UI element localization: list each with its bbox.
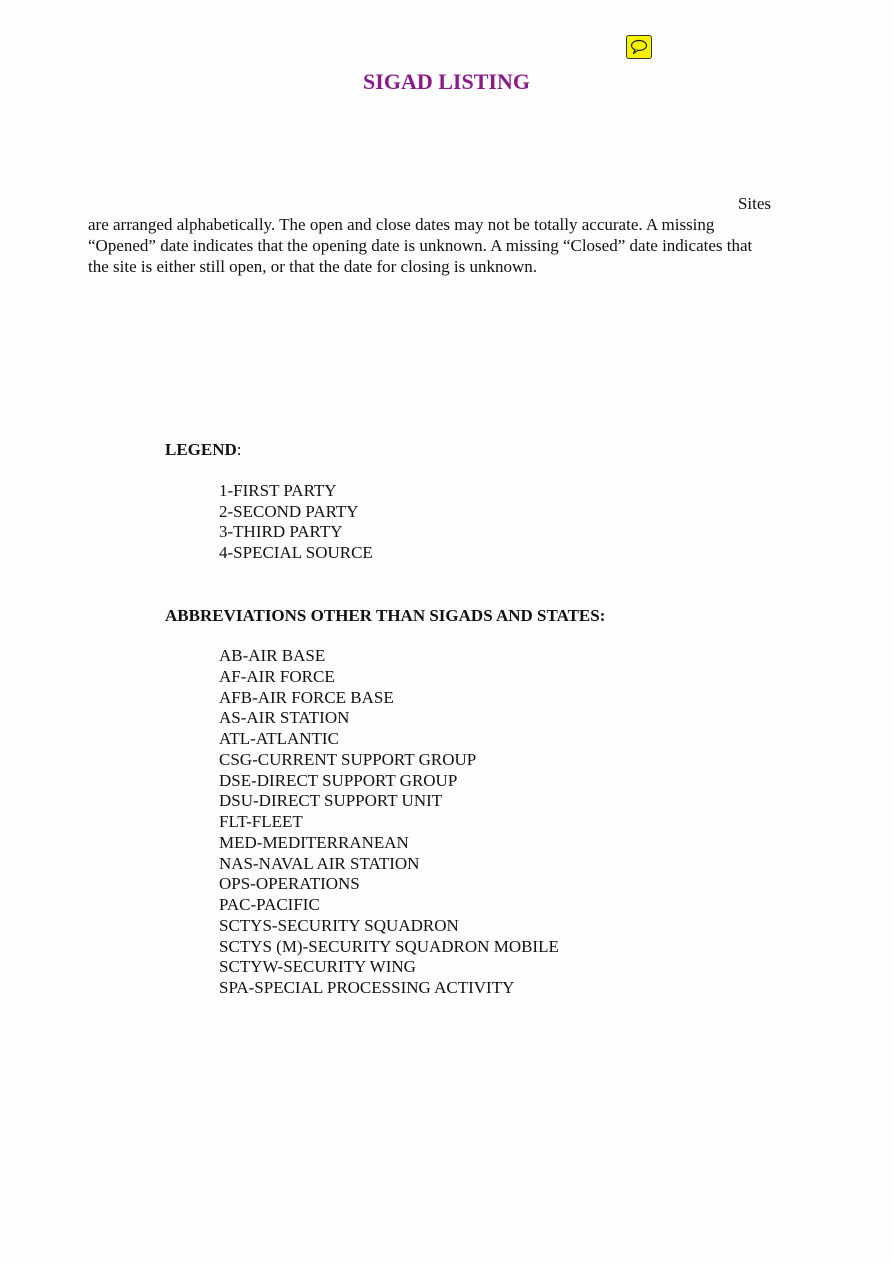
abbreviation-item: DSE-DIRECT SUPPORT GROUP — [219, 770, 458, 790]
comment-icon[interactable] — [626, 35, 652, 59]
abbreviation-item: AB-AIR BASE — [219, 646, 326, 665]
abbreviation-item: AF-AIR FORCE — [219, 666, 335, 686]
intro-text: are arranged alphabetically. The open and close dates may not be totally accurate. A missing “Opened” date indicates that the opening date is unknown. A missing “Closed” date indicates that the site is either still open, or that the date for closing is unknown. — [88, 215, 753, 276]
legend-item: 2-SECOND PARTY — [219, 501, 359, 521]
abbreviation-item: AS-AIR STATION — [219, 708, 350, 728]
abbreviation-item: NAS-NAVAL AIR STATION — [219, 853, 420, 873]
page-title: SIGAD LISTING — [363, 69, 530, 94]
abbreviation-item: FLT-FLEET — [219, 812, 303, 831]
intro-first-line: Sites — [737, 194, 771, 213]
abbreviation-item: SPA-SPECIAL PROCESSING ACTIVITY — [219, 978, 515, 997]
abbreviation-item: SCTYW-SECURITY WING — [219, 957, 416, 977]
legend-item: 4-SPECIAL SOURCE — [219, 543, 373, 563]
abbreviations-list — [219, 646, 559, 999]
abbreviation-item: SCTYS (M)-SECURITY SQUADRON MOBILE — [219, 936, 559, 956]
speech-bubble-icon — [630, 39, 648, 55]
abbreviation-item: DSU-DIRECT SUPPORT UNIT — [219, 791, 443, 811]
abbreviation-item: ATL-ATLANTIC — [219, 729, 339, 748]
abbreviation-item: MED-MEDITERRANEAN — [219, 832, 409, 852]
abbreviation-item: OPS-OPERATIONS — [219, 874, 360, 894]
abbreviations-heading: ABBREVIATIONS OTHER THAN SIGADS AND STATES: — [165, 606, 606, 625]
abbreviation-item: CSG-CURRENT SUPPORT GROUP — [219, 749, 477, 769]
legend-heading-label: LEGEND — [165, 440, 237, 459]
abbreviation-item: SCTYS-SECURITY SQUADRON — [219, 915, 459, 935]
legend-item: 1-FIRST PARTY — [219, 481, 337, 500]
legend-item: 3-THIRD PARTY — [219, 522, 343, 542]
legend-heading-colon: : — [236, 440, 242, 459]
legend-heading — [165, 439, 242, 460]
abbreviation-item: PAC-PACIFIC — [219, 895, 320, 914]
legend-list — [219, 481, 373, 564]
intro-paragraph — [88, 193, 771, 277]
abbreviation-item: AFB-AIR FORCE BASE — [219, 687, 394, 707]
